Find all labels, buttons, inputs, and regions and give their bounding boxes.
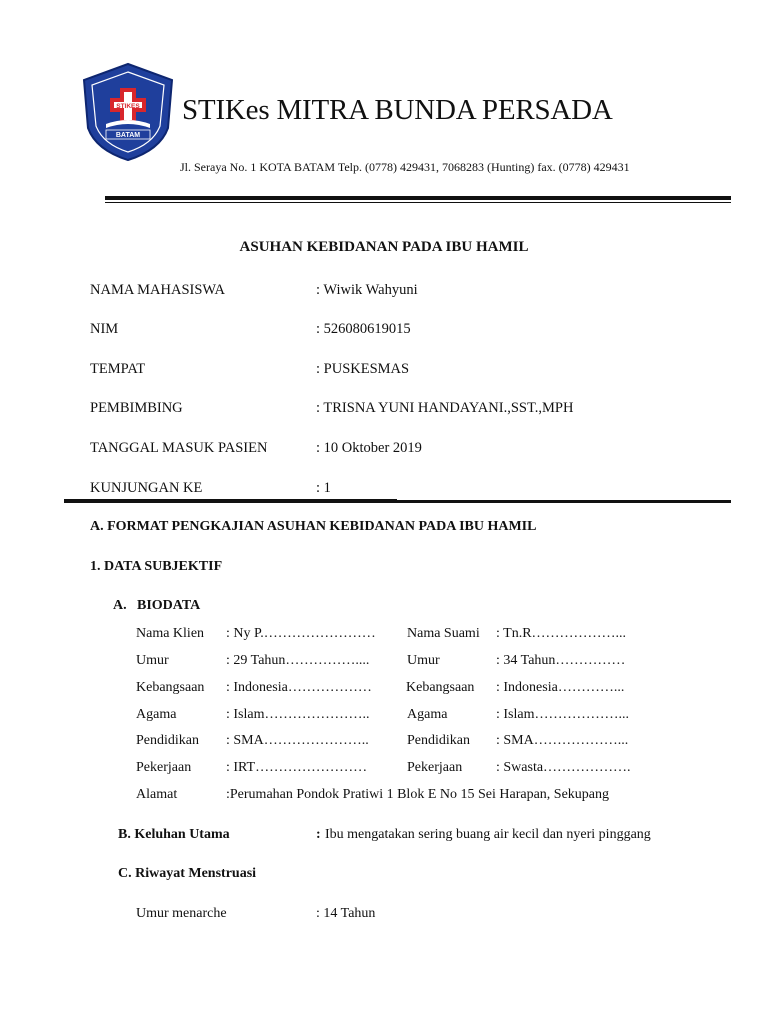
logo-ribbon-text: BATAM <box>115 132 141 139</box>
biodata-letter: A. <box>113 598 127 613</box>
biodata-label: Umur <box>407 653 440 668</box>
info-label: NIM <box>90 321 119 337</box>
logo-text: STIKES <box>116 103 140 110</box>
biodata-value: : Indonesia……………… <box>226 680 372 695</box>
section-1-heading: 1. DATA SUBJEKTIF <box>90 559 223 574</box>
biodata-label: Pendidikan <box>407 733 470 748</box>
biodata-label: Pekerjaan <box>407 760 463 775</box>
info-value: : 10 Oktober 2019 <box>316 440 422 456</box>
biodata-label: Umur <box>136 653 169 668</box>
biodata-value: : SMA………………….. <box>226 733 369 748</box>
biodata-value: : 34 Tahun…………… <box>496 653 626 668</box>
biodata-label: Nama Klien <box>136 626 205 641</box>
biodata-value: : Swasta………………. <box>496 760 631 775</box>
info-value: : Wiwik Wahyuni <box>316 282 418 298</box>
info-label: NAMA MAHASISWA <box>90 282 225 298</box>
alamat-label: Alamat <box>136 787 178 802</box>
header-divider-thin <box>105 202 731 203</box>
biodata-value: : Ny P.…………………… <box>226 626 376 641</box>
biodata-label: Pendidikan <box>136 733 199 748</box>
keluhan-utama-label: B. Keluhan Utama <box>118 827 230 842</box>
biodata-label: Pekerjaan <box>136 760 192 775</box>
institution-logo <box>80 62 176 162</box>
alamat-value: :Perumahan Pondok Pratiwi 1 Blok E No 15 Sei Harapan, Sekupang <box>226 787 610 802</box>
biodata-label: Agama <box>407 707 448 722</box>
biodata-label: Kebangsaan <box>406 680 475 695</box>
info-value: : TRISNA YUNI HANDAYANI.,SST.,MPH <box>316 400 574 416</box>
info-label: TEMPAT <box>90 361 146 377</box>
info-label: PEMBIMBING <box>90 400 183 416</box>
biodata-value: : 29 Tahun…………….... <box>226 653 370 668</box>
document-title: ASUHAN KEBIDANAN PADA IBU HAMIL <box>239 239 529 255</box>
info-label: TANGGAL MASUK PASIEN <box>90 440 268 456</box>
biodata-value: : SMA………………... <box>496 733 629 748</box>
biodata-label: Agama <box>136 707 177 722</box>
biodata-value: : Tn.R………………... <box>496 626 627 641</box>
header-divider <box>105 196 731 200</box>
keluhan-utama-colon: : <box>316 827 321 842</box>
info-value: : PUSKESMAS <box>316 361 410 377</box>
section-a-heading: A. FORMAT PENGKAJIAN ASUHAN KEBIDANAN PADA IBU HAMIL <box>90 519 537 534</box>
info-value: : 526080619015 <box>316 321 411 337</box>
menarche-value: : 14 Tahun <box>316 906 376 921</box>
menarche-label: Umur menarche <box>136 906 227 921</box>
institution-name: STIKes MITRA BUNDA PERSADA <box>182 94 613 126</box>
biodata-value: : IRT…………………… <box>226 760 368 775</box>
biodata-value: : Indonesia…………... <box>496 680 625 695</box>
biodata-label: Kebangsaan <box>136 680 205 695</box>
info-value: : 1 <box>316 480 331 496</box>
biodata-value: : Islam………………... <box>496 707 629 722</box>
riwayat-menstruasi-heading: C. Riwayat Menstruasi <box>118 866 257 881</box>
info-label: KUNJUNGAN KE <box>90 480 203 496</box>
institution-address: Jl. Seraya No. 1 KOTA BATAM Telp. (0778) 429431, 7068283 (Hunting) fax. (0778) 429431 <box>180 160 630 174</box>
biodata-heading: BIODATA <box>137 598 201 613</box>
info-divider <box>64 500 731 503</box>
biodata-label: Nama Suami <box>407 626 480 641</box>
biodata-value: : Islam………………….. <box>226 707 370 722</box>
keluhan-utama-value: Ibu mengatakan sering buang air kecil dan nyeri pinggang <box>325 827 651 842</box>
